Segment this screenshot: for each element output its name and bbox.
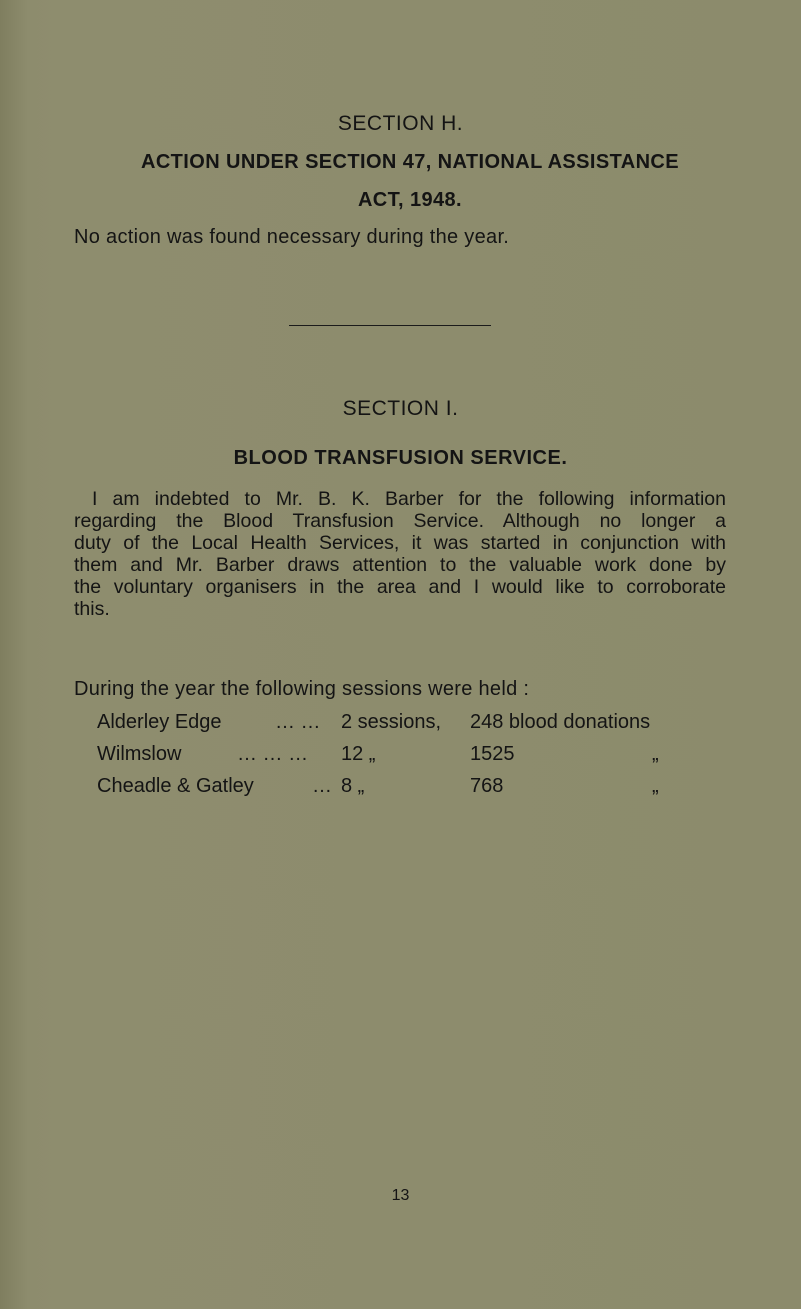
section-h-title-line-2: ACT, 1948. (357, 189, 463, 211)
paragraph-line: I am indebted to Mr. B. K. Barber for the following information (92, 488, 726, 510)
section-h-heading: SECTION H. (337, 112, 464, 135)
paragraph-line: the voluntary organisers in the area and I would like to corroborate (74, 576, 726, 598)
session-count: 8 „ (341, 775, 365, 797)
section-i-heading: SECTION I. (342, 397, 459, 420)
paragraph-line: this. (74, 598, 110, 620)
session-place: Cheadle & Gatley (97, 775, 254, 797)
session-place: Wilmslow (97, 743, 182, 765)
paragraph-line: duty of the Local Health Services, it was started in conjunction with (74, 532, 726, 554)
session-leader-dots: … (312, 775, 332, 797)
session-place: Alderley Edge (97, 711, 222, 733)
session-donations: 768 (470, 775, 504, 797)
session-donations: 1525 (470, 743, 515, 765)
session-ditto: „ (652, 775, 659, 797)
session-count: 12 „ (341, 743, 376, 765)
section-h-body: No action was found necessary during the year. (74, 226, 510, 248)
section-h-title (60, 143, 760, 219)
section-i-title: BLOOD TRANSFUSION SERVICE. (233, 447, 568, 469)
paragraph-line: them and Mr. Barber draws attention to the valuable work done by (74, 554, 726, 576)
section-h-title-line-1: ACTION UNDER SECTION 47, NATIONAL ASSISTANCE (140, 151, 679, 173)
paragraph-line: regarding the Blood Transfusion Service. Although no longer a (74, 510, 726, 532)
session-donations: 248 blood donations (470, 711, 651, 733)
section-i-paragraph (74, 488, 726, 620)
page-number: 13 (391, 1187, 410, 1204)
session-count: 2 sessions, (341, 711, 442, 733)
sessions-intro: During the year the following sessions were held : (74, 678, 530, 700)
session-leader-dots: … … (275, 711, 321, 733)
session-leader-dots: … … … (237, 743, 309, 765)
session-ditto: „ (652, 743, 659, 765)
section-divider (289, 325, 491, 326)
